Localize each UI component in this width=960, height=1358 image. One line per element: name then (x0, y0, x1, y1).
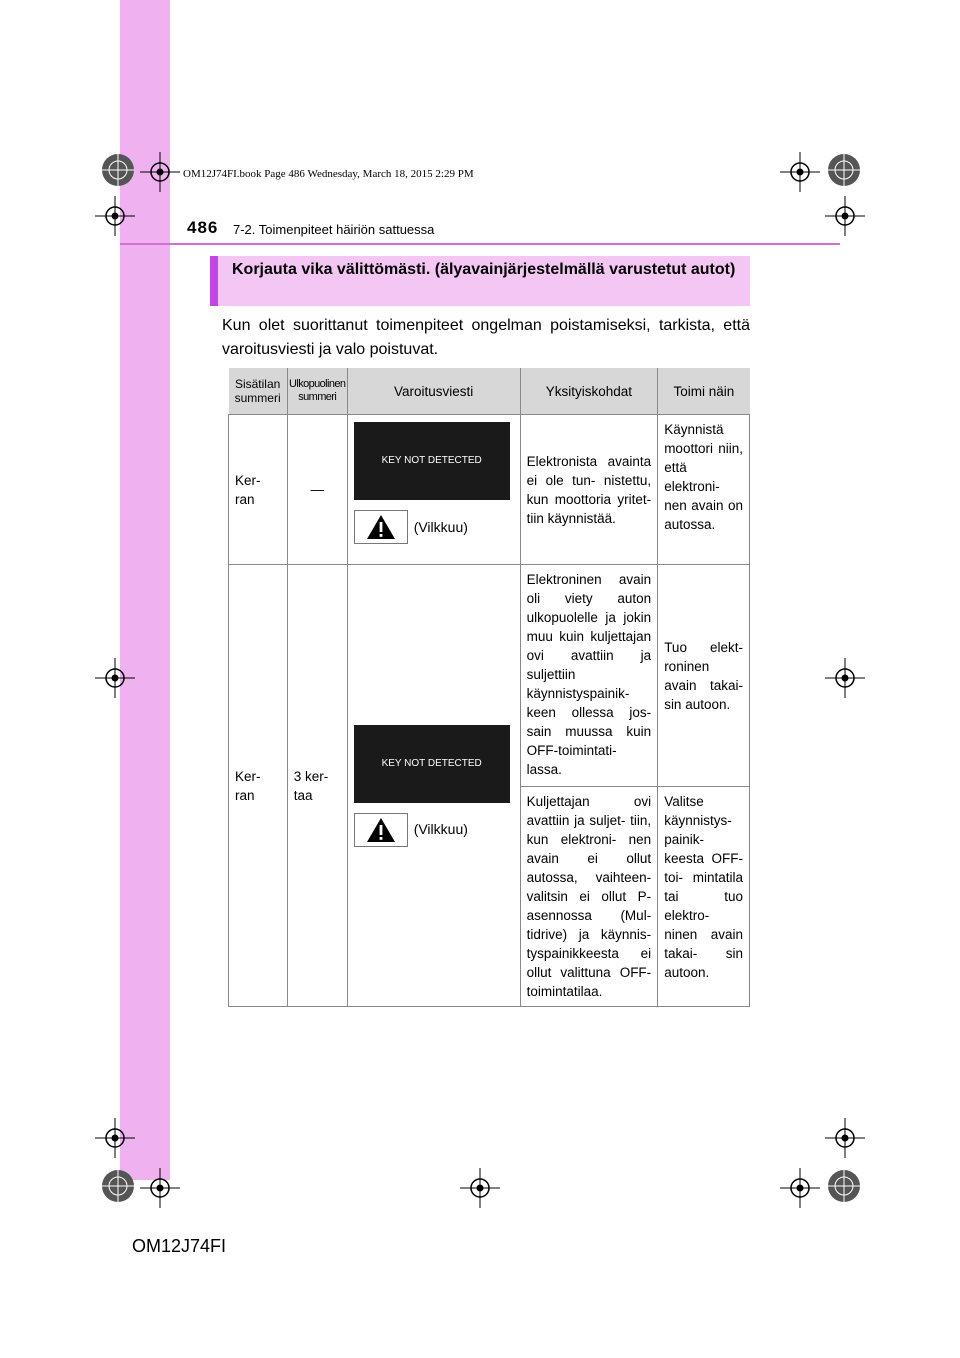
warning-message-cell (347, 565, 520, 1007)
action-cell: Valitse käynnistys- painik- keesta OFF-toi- mintatila tai tuo elektro- ninen avain takai- sin autoon. (658, 787, 750, 1007)
registration-mark-icon (100, 1168, 136, 1204)
display-screen: KEY NOT DETECTED (354, 725, 510, 803)
header-warning-message: Varoitusviesti (347, 368, 520, 415)
interior-buzzer-cell: Ker- ran (229, 565, 288, 1007)
header-action: Toimi näin (658, 368, 750, 415)
intro-paragraph: Kun olet suorittanut toimenpiteet ongelman poistamiseksi, tarkista, että varoitusviesti ja valo poistuvat. (222, 317, 750, 358)
action-cell: Käynnistä moottori niin, että elektroni- nen avain on autossa. (658, 415, 750, 565)
crosshair-icon (95, 1118, 135, 1158)
book-info: OM12J74FI.book Page 486 Wednesday, March 18, 2015 2:29 PM (183, 168, 474, 180)
warning-triangle-icon (354, 510, 408, 544)
action-cell: Tuo elekt- roninen avain takai- sin autoon. (658, 565, 750, 787)
crosshair-icon (825, 1118, 865, 1158)
header-rule (120, 243, 840, 245)
crosshair-icon (95, 196, 135, 236)
table-header-row (229, 368, 750, 415)
callout-box (210, 256, 750, 306)
blink-indicator (354, 813, 514, 847)
crosshair-icon (460, 1168, 500, 1208)
header-interior-buzzer: Sisätilan summeri (229, 368, 288, 415)
table-row (229, 565, 750, 787)
blink-indicator (354, 510, 514, 544)
crosshair-icon (825, 658, 865, 698)
details-cell: Elektronista avainta ei ole tun- nistettu, kun moottoria yritet- tiin käynnistää. (520, 415, 658, 565)
crosshair-icon (140, 1168, 180, 1208)
registration-mark-icon (826, 152, 862, 188)
page-number: 486 (187, 218, 219, 237)
exterior-buzzer-cell: — (287, 415, 347, 565)
display-screen: KEY NOT DETECTED (354, 422, 510, 500)
warning-table (228, 368, 750, 1007)
crosshair-icon (825, 196, 865, 236)
header-details: Yksityiskohdat (520, 368, 658, 415)
footer-code: OM12J74FI (132, 1236, 227, 1256)
details-cell: Kuljettajan ovi avattiin ja suljet- tiin, kun elektroni- nen avain ei ollut autossa, vaihteen- valitsin ei ollut P- asennossa (Mul- tidrive) ja käynnis- tyspainikkeesta ei ollut valittuna OFF- toimintatilaa. (520, 787, 658, 1007)
callout-title: Korjauta vika välittömästi. (älyavainjärjestelmällä varustetut autot) (232, 261, 736, 278)
exterior-buzzer-cell: 3 ker- taa (287, 565, 347, 1007)
header-exterior-buzzer: Ulkopuolinen summeri (287, 368, 347, 415)
table-row (229, 415, 750, 565)
crosshair-icon (95, 658, 135, 698)
blink-label: (Vilkkuu) (413, 518, 468, 535)
registration-mark-icon (826, 1168, 862, 1204)
crosshair-icon (140, 152, 180, 192)
details-cell: Elektroninen avain oli viety auton ulkopuolelle ja jokin muu kuin kuljettajan ovi avattiin ja suljettiin käynnistyspainik- keen ollessa jos- sain muussa kuin OFF-toimintati- lassa. (520, 565, 658, 787)
interior-buzzer-cell: Ker- ran (229, 415, 288, 565)
warning-triangle-icon (354, 813, 408, 847)
blink-label: (Vilkkuu) (413, 821, 468, 837)
section-title: 7-2. Toimenpiteet häiriön sattuessa (233, 222, 435, 237)
crosshair-icon (780, 1168, 820, 1208)
crosshair-icon (780, 152, 820, 192)
registration-mark-icon (100, 152, 136, 188)
warning-message-cell (347, 415, 520, 565)
